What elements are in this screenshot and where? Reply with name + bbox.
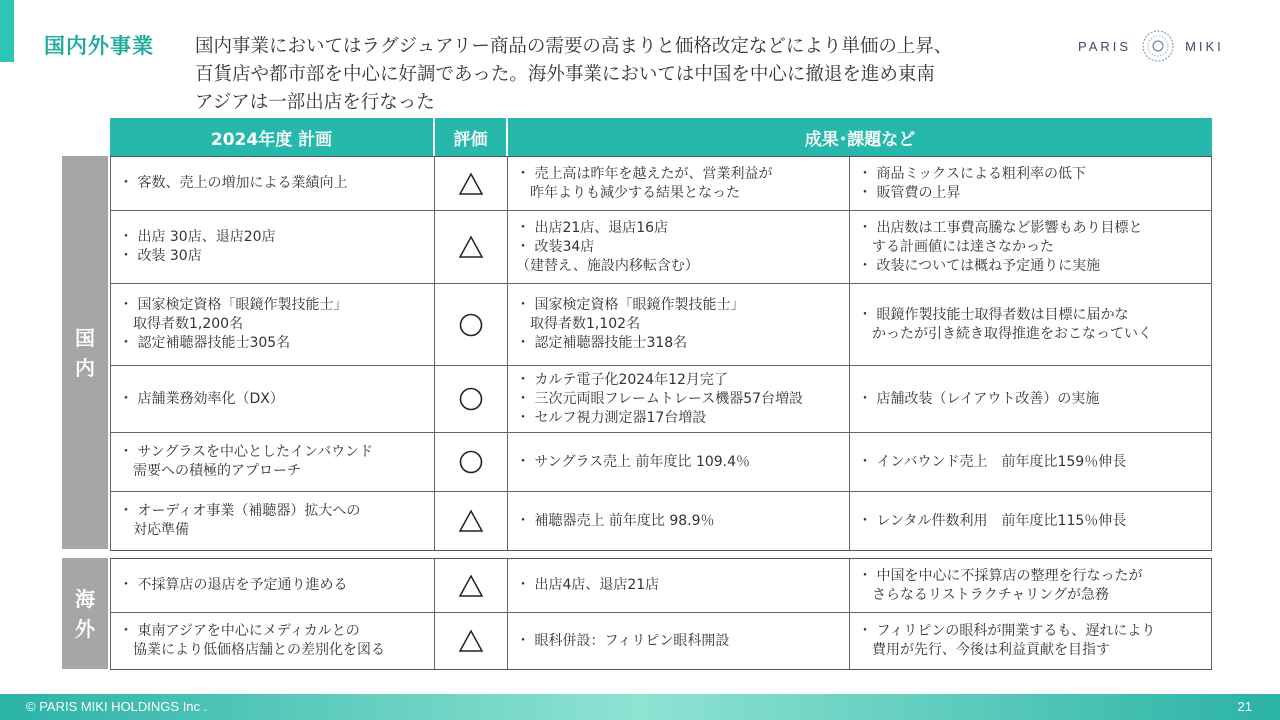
- logo-word-right: MIKI: [1185, 38, 1224, 54]
- plan-cell-line: ・ 認定補聴器技能士305名: [119, 335, 291, 351]
- plan-cell: [110, 157, 435, 210]
- plan-cell-line: ・ 客数、売上の増加による業績向上: [119, 175, 348, 191]
- eval-cell: [435, 559, 508, 612]
- result-cell-line: ・ 出店4店、退店21店: [516, 577, 660, 593]
- plan-cell-line: ・ サングラスを中心としたインバウンド: [119, 444, 374, 460]
- result-cell: [508, 284, 850, 365]
- headline-line: 百貨店や都市部を中心に好調であった。海外事業においては中国を中心に撤退を進め東南: [195, 64, 935, 85]
- triangle-rating-icon: [458, 508, 484, 534]
- eval-cell: [435, 157, 508, 210]
- plan-cell-line: ・ 不採算店の退店を予定通り進める: [119, 577, 348, 593]
- issue-cell-line: ・ 中国を中心に不採算店の整理を行なったが: [858, 567, 1143, 584]
- issue-cell: [850, 492, 1212, 550]
- plan-cell: [110, 492, 435, 550]
- issue-cell-line: 費用が先行、今後は利益貢献を目指す: [858, 642, 1110, 658]
- plan-cell: [110, 284, 435, 365]
- issue-cell-line: ・ 商品ミックスによる粗利率の低下: [858, 165, 1087, 182]
- issue-cell: [850, 613, 1212, 669]
- result-cell: [508, 613, 850, 669]
- group-label-char: 海: [75, 586, 95, 611]
- issue-cell: [850, 284, 1212, 365]
- result-cell-line: ・ 出店21店、退店16店: [516, 219, 669, 236]
- result-cell-line: ・ セルフ視力測定器17台増設: [516, 409, 707, 426]
- logo-emblem-icon: [1141, 29, 1175, 63]
- result-cell-line: ・ 三次元両眼フレームトレース機器57台増設: [516, 390, 804, 407]
- result-cell: [508, 157, 850, 210]
- accent-bar: [0, 0, 14, 62]
- table-row: [110, 366, 1212, 433]
- result-cell-line: （建替え、施設内移転含む）: [516, 257, 699, 274]
- issue-cell: [850, 211, 1212, 283]
- result-cell: [508, 433, 850, 491]
- issue-cell-line: ・ 販管費の上昇: [858, 184, 961, 201]
- plan-cell-line: ・ 国家検定資格「眼鏡作製技能士」: [119, 297, 348, 313]
- table-row: [110, 613, 1212, 669]
- eval-cell: [435, 433, 508, 491]
- eval-cell: [435, 211, 508, 283]
- circle-rating-icon: [458, 312, 484, 338]
- circle-rating-icon: [458, 449, 484, 475]
- plan-cell-line: ・ 東南アジアを中心にメディカルとの: [119, 623, 360, 639]
- issue-cell-line: かったが引き続き取得推進をおこなっていく: [858, 325, 1152, 342]
- result-cell-line: ・ 売上高は昨年を越えたが、営業利益が: [516, 165, 773, 182]
- company-logo: [1078, 28, 1224, 64]
- domestic-rows: [110, 156, 1212, 551]
- plan-cell-line: ・ オーディオ事業（補聴器）拡大への: [119, 503, 361, 519]
- issue-cell: [850, 559, 1212, 612]
- headline-line: 国内事業においてはラグジュアリー商品の需要の高まりと価格改定などにより単価の上昇、: [195, 36, 953, 57]
- triangle-rating-icon: [458, 628, 484, 654]
- table-row: [110, 433, 1212, 492]
- issue-cell-line: ・ 出店数は工事費高騰など影響もあり目標と: [858, 219, 1143, 236]
- table-header: [110, 118, 1212, 156]
- table-row: [110, 492, 1212, 550]
- group-label-domestic: [62, 156, 108, 549]
- issue-cell: [850, 157, 1212, 210]
- result-cell-line: ・ 補聴器売上 前年度比 98.9％: [516, 512, 715, 529]
- result-cell-line: ・ 眼科併設：フィリピン眼科開設: [516, 632, 730, 649]
- plan-cell: [110, 433, 435, 491]
- issue-cell: [850, 366, 1212, 432]
- footer: [0, 694, 1280, 720]
- group-label-char: 外: [75, 616, 95, 641]
- result-cell-line: ・ 認定補聴器技能士318名: [516, 335, 688, 351]
- plan-cell-line: ・ 改装 30店: [119, 248, 202, 264]
- plan-cell: [110, 366, 435, 432]
- header-plan: 2024年度 計画: [110, 118, 435, 156]
- page-number: 21: [1237, 699, 1252, 714]
- triangle-rating-icon: [458, 573, 484, 599]
- result-cell: [508, 211, 850, 283]
- result-cell-line: 昨年よりも減少する結果となった: [516, 184, 740, 201]
- header-results: 成果･課題など: [804, 129, 916, 150]
- issue-cell-line: ・ 店舗改装（レイアウト改善）の実施: [858, 390, 1100, 407]
- plan-cell-line: ・ 出店 30店、退店20店: [119, 229, 276, 245]
- result-cell-line: ・ 国家検定資格「眼鏡作製技能士」: [516, 297, 745, 313]
- eval-cell: [435, 613, 508, 669]
- section-title: 国内外事業: [44, 34, 154, 58]
- eval-cell: [435, 366, 508, 432]
- issue-cell-line: ・ 眼鏡作製技能士取得者数は目標に届かな: [858, 306, 1129, 323]
- eval-cell: [435, 284, 508, 365]
- result-cell-line: 取得者数1,102名: [516, 316, 641, 332]
- issue-cell-line: さらなるリストラクチャリングが急務: [858, 586, 1110, 603]
- result-cell: [508, 366, 850, 432]
- copyright: © PARIS MIKI HOLDINGS Inc .: [26, 699, 208, 714]
- group-label-char: 国: [75, 325, 95, 350]
- issue-cell-line: する計画値には達さなかった: [858, 238, 1054, 255]
- table-row: [110, 559, 1212, 613]
- group-label-overseas: [62, 558, 108, 669]
- table-row: [110, 157, 1212, 211]
- result-cell-line: ・ 改装34店: [516, 238, 595, 255]
- plan-cell: [110, 613, 435, 669]
- result-cell-line: ・ サングラス売上 前年度比 109.4％: [516, 453, 751, 470]
- plan-cell-line: 需要への積極的アプローチ: [119, 463, 301, 479]
- table-row: [110, 284, 1212, 366]
- issue-cell-line: ・ インバウンド売上 前年度比159％伸長: [858, 453, 1127, 470]
- issue-cell: [850, 433, 1212, 491]
- triangle-rating-icon: [458, 171, 484, 197]
- table-row: [110, 211, 1212, 284]
- eval-cell: [435, 492, 508, 550]
- plan-cell: [110, 559, 435, 612]
- result-cell: [508, 559, 850, 612]
- headline-line: アジアは一部出店を行なった: [195, 92, 435, 113]
- logo-word-left: PARIS: [1078, 38, 1132, 54]
- overseas-rows: [110, 558, 1212, 670]
- headline: [195, 33, 1055, 117]
- result-cell-line: ・ カルテ電子化2024年12月完了: [516, 371, 728, 388]
- issue-cell-line: ・ 改装については概ね予定通りに実施: [858, 257, 1101, 274]
- issue-cell-line: ・ レンタル件数利用 前年度比115％伸長: [858, 512, 1127, 529]
- triangle-rating-icon: [458, 234, 484, 260]
- circle-rating-icon: [458, 386, 484, 412]
- result-cell: [508, 492, 850, 550]
- plan-cell-line: ・ 店舗業務効率化（DX）: [119, 390, 284, 407]
- plan-cell-line: 協業により低価格店舗との差別化を図る: [119, 642, 385, 658]
- plan-cell-line: 取得者数1,200名: [119, 316, 244, 332]
- plan-cell: [110, 211, 435, 283]
- issue-cell-line: ・ フィリピンの眼科が開業するも、遅れにより: [858, 623, 1156, 639]
- header-eval: 評価: [435, 118, 508, 156]
- plan-cell-line: 対応準備: [119, 522, 189, 538]
- group-label-char: 内: [75, 355, 95, 380]
